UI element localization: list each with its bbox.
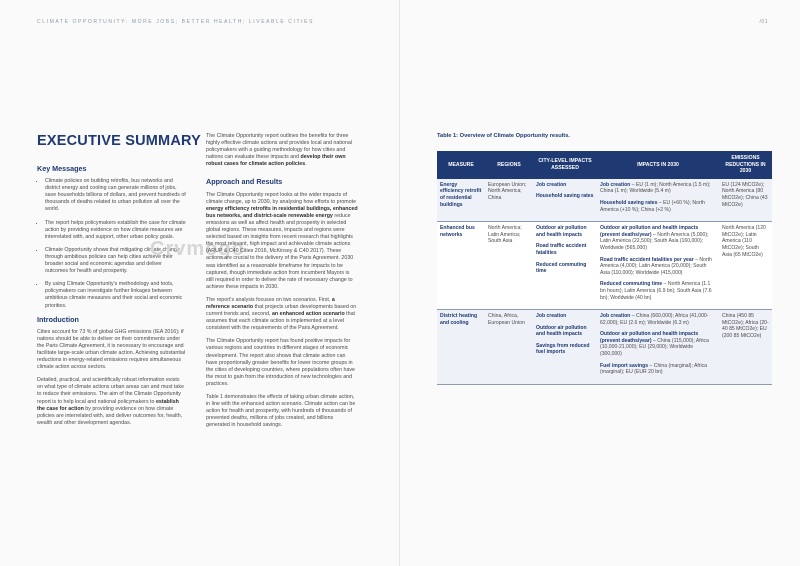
key-message-item: • Climate policies on building retrofits, bus networks and district energy and cooling can generate millions of jobs, save households billions of dollars, and prevent hundreds of thousands of deaths related to urban pollution all over the world. bbox=[45, 178, 186, 213]
impact-label: Road traffic accident fatalities per year bbox=[600, 256, 694, 263]
city-impact-item: Outdoor air pollution and health impacts bbox=[536, 324, 587, 338]
city-impacts-cell bbox=[533, 310, 597, 385]
key-message-item: • Climate Opportunity shows that mitigating climate change through ambitious policies can help cities achieve their broader social and economic agendas and deliver outcomes for health and prosperity. bbox=[45, 247, 186, 275]
introduction-paragraph: Detailed, practical, and scientifically robust information exists on what type of climate actions urban areas can and must take to reduce their emissions. The aim of the Climate Opportunity report is to help local and national policymakers to establish the case for action by providing evidence on how climate policies are interrelated with, and deliver outcomes for, health, wealth and other development agendas. bbox=[37, 377, 184, 426]
impact-text: – North America (1.1 bn hours); Latin America (6.9 bn); South Asia (7.6 bn); Worldwide (40 bn) bbox=[600, 281, 712, 301]
impact-text: – China (marginal); Africa (marginal); EU (EUR 20 bn) bbox=[600, 362, 708, 376]
approach-paragraph: The Climate Opportunity report has found positive impacts for various regions and countries in different stages of economic development. The report also shows that climate action can have proportionally greater benefits for lower income groups in the cities of developing countries, where populations often have the most to gain from the introduction of new technologies and practices. bbox=[206, 338, 355, 387]
impact-label: Job creation bbox=[600, 313, 631, 320]
header-cell: REGIONS bbox=[485, 151, 533, 179]
watermark: Crvmogo bbox=[150, 238, 245, 260]
city-impact-item: Outdoor air pollution and health impacts bbox=[536, 225, 587, 238]
header-cell: CITY-LEVEL IMPACTS ASSESSED bbox=[533, 151, 597, 179]
introduction-paragraph: Cities account for 73 % of global GHG emissions (IEA 2016); if nations should be able to deliver on their commitments under the Paris Climate Agreement, it is necessary to encourage and facilitate large-scale urban climate action. Achieving substantial reductions in energy-related emissions requires simultaneous climate action across sectors. bbox=[37, 328, 186, 371]
approach-paragraph: The Climate Opportunity report looks at the wider impacts of climate change, up to 2030, by analysing how efforts to promote energy efficiency retrofits in residential buildings, enhanced bus networks, and district-scale renewable energy reduce emissions as well as affect health and prosperity in selected global regions. These measures, impacts and regions were selected based on insights from recent research that highlights the most relevant, high impact and achievable climate actions (ARUP & C40 Cities 2016, McKinsey & C40 2017). These actions are crucial to the delivery of the Paris Agreement. 2030 was identified as a reasonable timeframe for impacts to be captured, though immediate action from incumbent Mayors is still required in order to deliver the rate of necessary change to achieve these impacts in 2030. bbox=[206, 191, 358, 290]
table-header-row bbox=[437, 151, 772, 179]
approach-paragraph: The report's analysis focuses on two scenarios. First, a reference scenario that projects urban developments based on current trends and, second, an enhanced action scenario that assumes that each climate action is implemented at a level consistent with the requirements of the Paris Agreement. bbox=[206, 296, 357, 332]
impact-item bbox=[600, 281, 716, 301]
measure-cell: District heating and cooling bbox=[437, 310, 485, 385]
impact-label: Job creation bbox=[600, 181, 631, 188]
city-impacts-cell bbox=[533, 222, 597, 310]
impact-item bbox=[600, 363, 716, 376]
header-cell: MEASURE bbox=[437, 151, 485, 179]
city-impacts-cell bbox=[533, 179, 597, 222]
regions-cell: North America; Latin America; South Asia bbox=[485, 222, 533, 310]
table-body bbox=[437, 179, 772, 385]
header-cell: EMISSIONS REDUCTIONS IN 2030 bbox=[719, 151, 772, 179]
measure-cell: Energy efficiency retrofit of residential buildings bbox=[437, 179, 485, 222]
approach-heading: Approach and Results bbox=[206, 177, 283, 187]
impact-text: – North America (5,000); Latin America (22,500); South Asia (160,000); Worldwide (565,000) bbox=[600, 231, 709, 251]
emissions-cell: North America (120 MtCO2e); Latin America (110 MtCO2e); South Asia (65 MtCO2e) bbox=[719, 222, 772, 310]
header-cell: IMPACTS IN 2030 bbox=[597, 151, 719, 179]
page-number: /01 bbox=[759, 19, 768, 25]
impact-label: Reduced commuting time bbox=[600, 281, 663, 288]
impact-text: – EU (+60 %); North America (+10 %); China (+2 %) bbox=[600, 199, 705, 213]
impact-item bbox=[600, 200, 716, 213]
page-title: EXECUTIVE SUMMARY bbox=[37, 133, 201, 149]
impact-item bbox=[600, 182, 716, 195]
impacts-cell bbox=[597, 179, 719, 222]
city-impact-item: Road traffic accident fatalities bbox=[536, 243, 587, 256]
impact-item bbox=[600, 257, 716, 277]
key-message-item: • The report helps policymakers establish the case for climate action by providing evidence on how climate measures are interrelated with, and support, other urban policy goals. bbox=[45, 220, 186, 241]
table-row bbox=[437, 179, 772, 222]
results-table bbox=[437, 151, 772, 385]
city-impact-item: Household saving rates bbox=[536, 193, 594, 200]
measure-cell: Enhanced bus networks bbox=[437, 222, 485, 310]
middle-column bbox=[206, 133, 358, 435]
impact-text: – China (115,000); Africa (10,000-21,000); EU (29,000); Worldwide (300,000) bbox=[600, 337, 709, 358]
impact-item bbox=[600, 313, 716, 326]
approach-paragraph: Table 1 demonstrates the effects of taking urban climate action, in line with the enhanced action scenario. Climate action can be action for health and prosperity, with hundreds of thousands of prevented deaths, millions of jobs created, and billions generated in household savings. bbox=[206, 394, 356, 429]
impact-label: Fuel import savings bbox=[600, 362, 649, 369]
impact-item bbox=[600, 225, 716, 251]
impact-label: Household saving rates bbox=[600, 199, 658, 206]
impact-label: Outdoor air pollution and health impacts (prevent deaths/year) bbox=[600, 331, 699, 344]
impacts-cell bbox=[597, 222, 719, 310]
table-caption: Table 1: Overview of Climate Opportunity results. bbox=[437, 133, 570, 139]
key-messages-heading: Key Messages bbox=[37, 164, 87, 173]
impact-text: – North America (4,000); Latin America (20,000); South Asia (110,000); Worldwide (415,000) bbox=[600, 256, 712, 276]
impact-text: – EU (1 m); North America (1.5 m); China (1 m); Worldwide (5.4 m) bbox=[600, 181, 711, 195]
city-impact-item: Savings from reduced fuel imports bbox=[536, 342, 590, 356]
intro-paragraph: The Climate Opportunity report outlines the benefits for three highly effective climate actions and provides local and national policymakers with a guiding methodology for how cities and nations can evaluate these impacts and develop their own robust cases for climate action policies. bbox=[206, 133, 352, 168]
impact-item bbox=[600, 331, 716, 357]
impacts-cell bbox=[597, 310, 719, 385]
city-impact-item: Job creation bbox=[536, 313, 567, 320]
left-column bbox=[37, 165, 186, 433]
key-message-item: • By using Climate Opportunity's methodology and tools, policymakers can investigate further linkages between ambitious climate measures and their social and economic priorities. bbox=[45, 281, 186, 309]
regions-cell: European Union; North America; China bbox=[485, 179, 533, 222]
running-header: CLIMATE OPPORTUNITY: MORE JOBS; BETTER HEALTH; LIVEABLE CITIES bbox=[37, 19, 315, 25]
table-row bbox=[437, 310, 772, 385]
table-row bbox=[437, 222, 772, 310]
regions-cell: China, Africa, European Union bbox=[485, 310, 533, 385]
city-impact-item: Reduced commuting time bbox=[536, 261, 587, 275]
impact-label: Outdoor air pollution and health impacts (prevent deaths/year) bbox=[600, 225, 699, 238]
impact-text: – China (660,000); Africa (41,000-62,000); EU (2.6 m); Worldwide (6.3 m) bbox=[600, 313, 709, 326]
introduction-heading: Introduction bbox=[37, 314, 79, 324]
emissions-cell: EU (124 MtCO2e); North America (80 MtCO2e); China (43 MtCO2e) bbox=[719, 179, 772, 222]
city-impact-item: Job creation bbox=[536, 181, 567, 188]
emissions-cell: China (450 85 MtCO2e); Africa (20-40 85 MtCO2e); EU (200 85 MtCO2e) bbox=[719, 310, 772, 385]
